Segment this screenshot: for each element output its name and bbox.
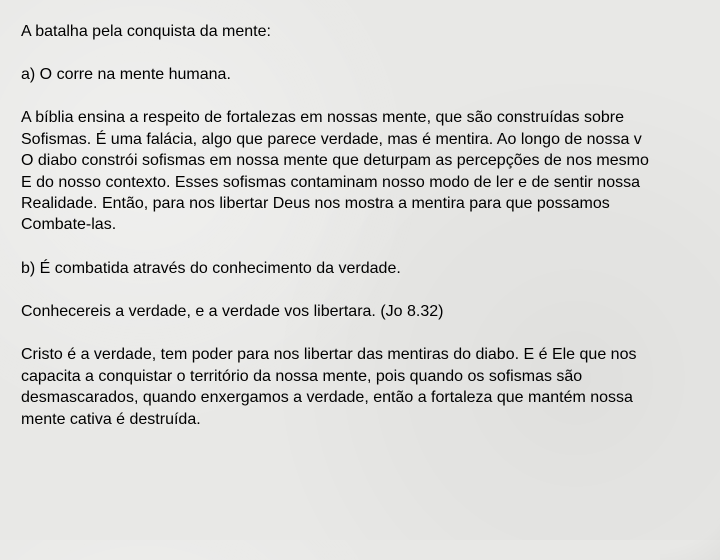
paragraph-line: A bíblia ensina a respeito de fortalezas em nossas mente, que são construídas sobre (21, 109, 625, 126)
section-a-heading: a) O corre na mente humana. (21, 66, 231, 83)
paragraph-line: O diabo constrói sofismas em nossa mente que deturpam as percepções de nos mesmo (21, 152, 649, 169)
section-b-heading: b) É combatida através do conhecimento da verdade. (21, 260, 401, 277)
paragraph-line: Realidade. Então, para nos libertar Deus nos mostra a mentira para que possamos (21, 195, 610, 212)
paragraph-line: E do nosso contexto. Esses sofismas contaminam nosso modo de ler e de sentir nossa (21, 174, 640, 191)
bible-quote: Conhecereis a verdade, e a verdade vos libertara. (Jo 8.32) (21, 303, 444, 320)
paragraph-line: Cristo é a verdade, tem poder para nos libertar das mentiras do diabo. E é Ele que nos (21, 346, 637, 363)
paragraph-line: desmascarados, quando enxergamos a verdade, então a fortaleza que mantém nossa (21, 389, 633, 406)
background-shading (660, 480, 720, 560)
paragraph-line: mente cativa é destruída. (21, 411, 201, 428)
slide-title: A batalha pela conquista da mente: (21, 23, 271, 40)
paragraph-line: Sofismas. É uma falácia, algo que parece verdade, mas é mentira. Ao longo de nossa v (21, 131, 642, 148)
paragraph-line: capacita a conquistar o território da nossa mente, pois quando os sofismas são (21, 368, 583, 385)
paragraph-line: Combate-las. (21, 216, 117, 233)
